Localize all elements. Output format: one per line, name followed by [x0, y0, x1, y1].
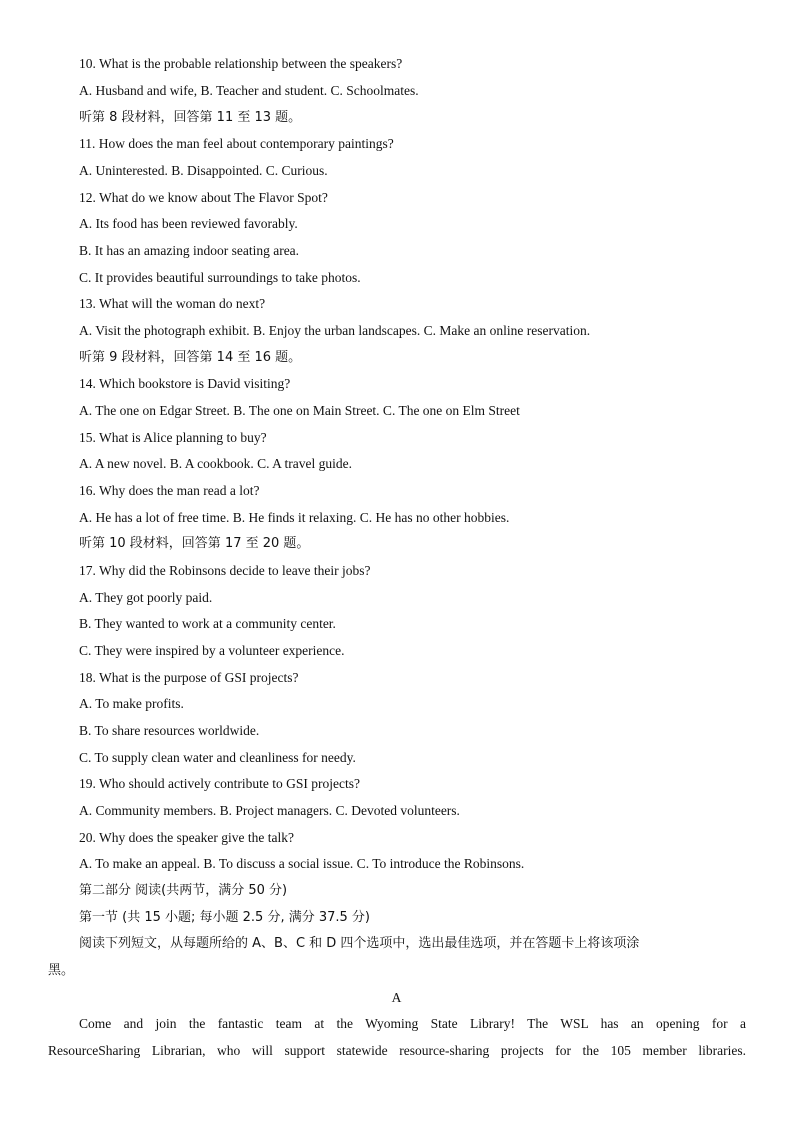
- section-instruction-8: 听第 8 段材料，回答第 11 至 13 题。: [79, 110, 302, 125]
- question-17: 17. Why did the Robinsons decide to leave their jobs?: [79, 563, 371, 578]
- question-13-options: A. Visit the photograph exhibit. B. Enjoy the urban landscapes. C. Make an online reservation.: [79, 323, 591, 338]
- question-19-options: A. Community members. B. Project managers. C. Devoted volunteers.: [79, 803, 460, 818]
- section-instruction-10: 听第 10 段材料，回答第 17 至 20 题。: [79, 536, 310, 551]
- question-13: 13. What will the woman do next?: [79, 296, 266, 311]
- question-10: 10. What is the probable relationship between the speakers?: [79, 56, 403, 71]
- question-16-options: A. He has a lot of free time. B. He finds it relaxing. C. He has no other hobbies.: [79, 510, 510, 525]
- question-20: 20. Why does the speaker give the talk?: [79, 830, 294, 845]
- question-17-option-c: C. They were inspired by a volunteer experience.: [79, 643, 345, 658]
- question-20-options: A. To make an appeal. B. To discuss a social issue. C. To introduce the Robinsons.: [79, 856, 525, 871]
- question-12-option-b: B. It has an amazing indoor seating area.: [79, 243, 300, 258]
- question-14: 14. Which bookstore is David visiting?: [79, 376, 291, 391]
- reading-instruction-end: 黑。: [48, 963, 75, 978]
- question-12: 12. What do we know about The Flavor Spot?: [79, 190, 328, 205]
- question-16: 16. Why does the man read a lot?: [79, 483, 260, 498]
- question-18: 18. What is the purpose of GSI projects?: [79, 670, 299, 685]
- part-two-heading: 第二部分 阅读(共两节，满分 50 分): [79, 883, 288, 898]
- question-18-option-b: B. To share resources worldwide.: [79, 723, 260, 738]
- question-12-option-a: A. Its food has been reviewed favorably.: [79, 216, 298, 231]
- section-instruction-9: 听第 9 段材料，回答第 14 至 16 题。: [79, 350, 302, 365]
- question-14-options: A. The one on Edgar Street. B. The one on Main Street. C. The one on Elm Street: [79, 403, 520, 418]
- question-19: 19. Who should actively contribute to GSI projects?: [79, 776, 360, 791]
- question-17-option-a: A. They got poorly paid.: [79, 590, 213, 605]
- passage-line-2: ResourceSharing Librarian, who will support statewide resource-sharing projects for the 105 member libraries.: [48, 1043, 746, 1058]
- question-15: 15. What is Alice planning to buy?: [79, 430, 267, 445]
- section-one-heading: 第一节 (共 15 小题; 每小题 2.5 分, 满分 37.5 分): [79, 910, 371, 925]
- question-17-option-b: B. They wanted to work at a community center.: [79, 616, 336, 631]
- question-18-option-c: C. To supply clean water and cleanliness for needy.: [79, 750, 356, 765]
- question-18-option-a: A. To make profits.: [79, 696, 184, 711]
- question-10-options: A. Husband and wife, B. Teacher and student. C. Schoolmates.: [79, 83, 419, 98]
- passage-label: A: [391, 990, 402, 1005]
- reading-instruction: 阅读下列短文，从每题所给的 A、B、C 和 D 四个选项中，选出最佳选项，并在答题卡上将该项涂: [79, 936, 640, 951]
- question-11-options: A. Uninterested. B. Disappointed. C. Curious.: [79, 163, 328, 178]
- question-12-option-c: C. It provides beautiful surroundings to take photos.: [79, 270, 361, 285]
- passage-line-1: Come and join the fantastic team at the Wyoming State Library! The WSL has an opening for a: [79, 1016, 746, 1031]
- question-11: 11. How does the man feel about contemporary paintings?: [79, 136, 394, 151]
- question-15-options: A. A new novel. B. A cookbook. C. A travel guide.: [79, 456, 352, 471]
